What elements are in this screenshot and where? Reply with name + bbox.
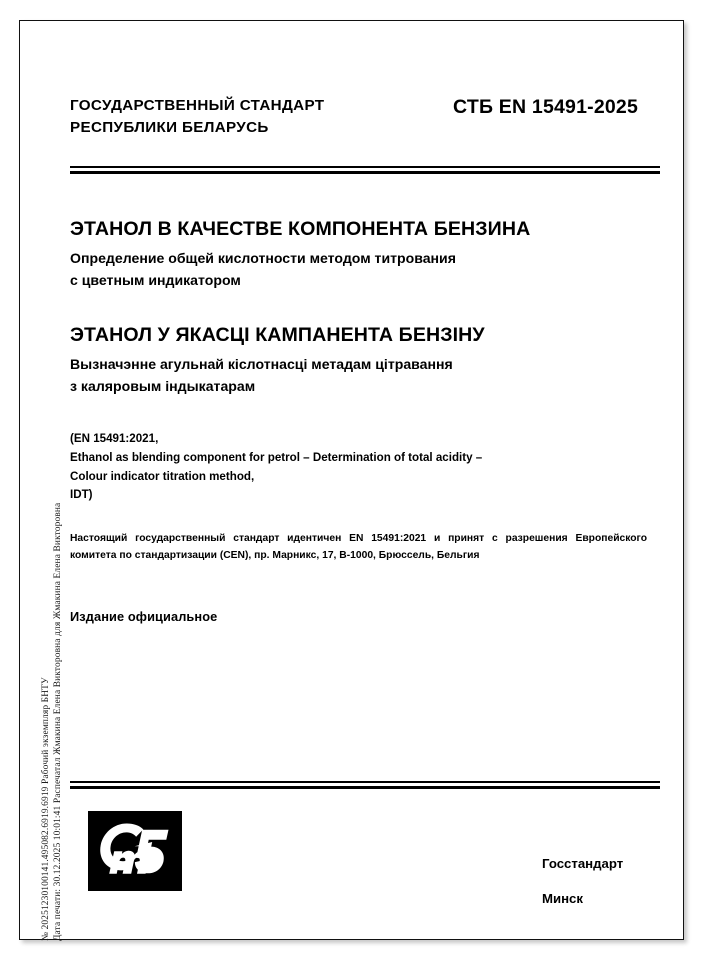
title-belarusian-main: ЭТАНОЛ У ЯКАСЦІ КАМПАНЕНТА БЕНЗІНУ: [70, 324, 485, 346]
organisation-line-2: РЕСПУБЛИКИ БЕЛАРУСЬ: [70, 118, 269, 136]
official-edition-label: Издание официальное: [70, 609, 218, 624]
margin-stamp-inventory-line: № 20251230100141.495082.6919.6919 Рабочий экземпляр БНТУ: [41, 677, 51, 941]
title-russian-subtitle-line-1: Определение общей кислотности методом титрования: [70, 250, 456, 267]
rule-thick-line: [70, 171, 660, 174]
english-reference-line-2: Ethanol as blending component for petrol – Determination of total acidity –: [70, 450, 483, 464]
publisher-footer: [542, 857, 623, 905]
title-russian: [70, 217, 670, 291]
margin-print-stamp: [20, 321, 63, 941]
margin-stamp-print-line: Дата печати: 30.12.2025 10:01:41 Распечатал Жмакина Елена Викторовна для Жмакина Елена Викторовна: [53, 502, 63, 941]
title-belarusian-subtitle-line-1: Вызначэнне агульнай кіслотнасці метадам цітравання: [70, 356, 453, 373]
title-belarusian-subtitle-line-2: з каляровым індыкатарам: [70, 377, 256, 394]
issuing-organisation: [70, 95, 324, 138]
header-double-rule: [70, 166, 660, 174]
organisation-line-1: ГОСУДАРСТВЕННЫЙ СТАНДАРТ: [70, 97, 325, 114]
adoption-note-line-1: Настоящий государственный стандарт идентичен EN 15491:2021 и принят с разрешения Европейского: [70, 533, 647, 544]
adoption-note-line-2: комитета по стандартизации (CEN), пр. Марникс, 17, B-1000, Брюссель, Бельгия: [70, 549, 480, 561]
document-page: [19, 20, 684, 940]
adoption-note: [70, 531, 647, 564]
publisher-name: Госстандарт: [542, 856, 624, 871]
english-reference-block: [70, 430, 670, 505]
english-reference-line-3: Colour indicator titration method,: [70, 469, 255, 483]
footer-double-rule: [70, 781, 660, 789]
title-russian-subtitle: [70, 248, 670, 290]
title-russian-subtitle-line-2: с цветным индикатором: [70, 271, 241, 288]
document-header: [70, 95, 660, 138]
english-reference-line-1: (EN 15491:2021,: [70, 432, 159, 445]
publisher-city: Минск: [542, 891, 583, 907]
english-reference-line-4: IDT): [70, 488, 93, 502]
standard-number: СТБ EN 15491-2025: [453, 96, 638, 118]
title-belarusian: [70, 323, 670, 397]
title-russian-main: ЭТАНОЛ В КАЧЕСТВЕ КОМПОНЕНТА БЕНЗИНА: [70, 218, 531, 240]
rule-thick-line: [70, 786, 660, 789]
gosstandart-logo-icon: [88, 811, 182, 891]
title-belarusian-subtitle: [70, 354, 670, 396]
